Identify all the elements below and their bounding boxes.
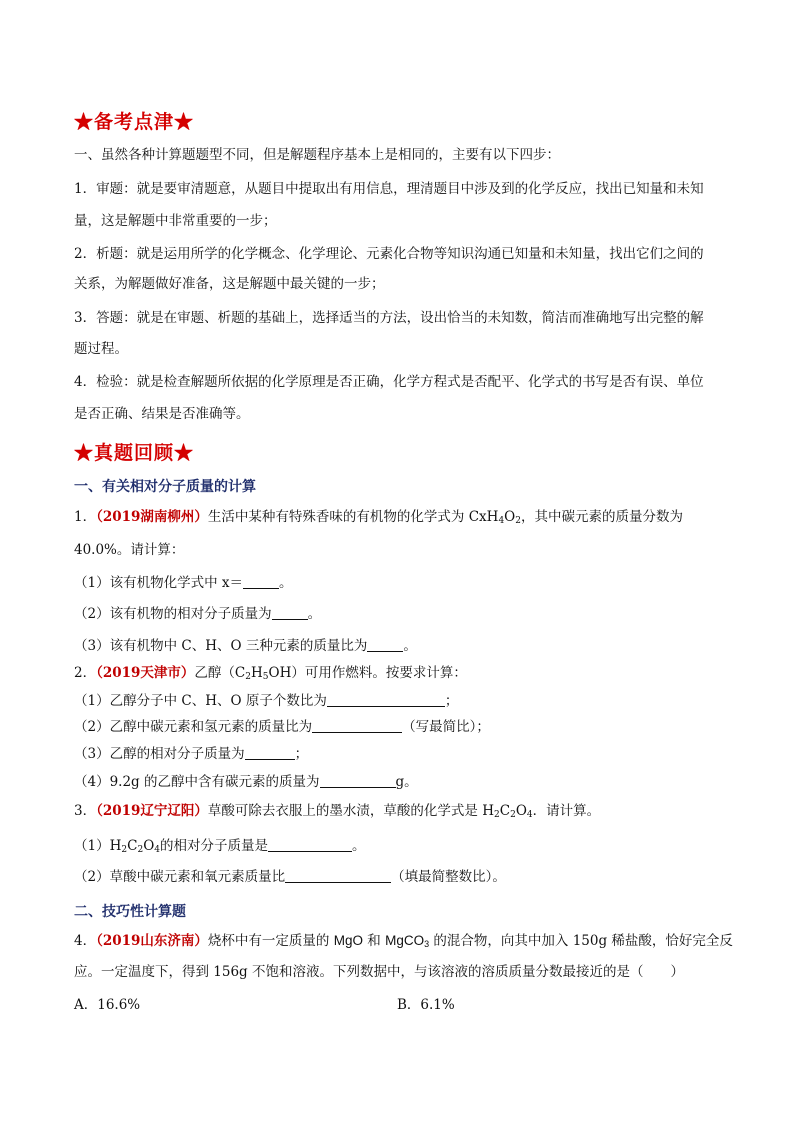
question-4-stem-line2: 应。一定温度下，得到 156g 不饱和溶液。下列数据中，与该溶液的溶质质量分数最接近的是（ ） — [74, 964, 684, 980]
question-1-stem: 1．（2019湖南柳州）生活中某种有特殊香味的有机物的化学式为 $CxH_4O_2$，其中碳元素的质量分数为 — [74, 509, 683, 526]
step-3-line2: 题过程。 — [74, 341, 128, 357]
question-source: （2019山东济南） — [96, 933, 208, 949]
answer-blank[interactable] — [245, 745, 295, 760]
step-4-line1: 4．检验：就是检查解题所依据的化学原理是否正确，化学方程式是否配平、化学式的书写是否有误、单位 — [74, 374, 704, 390]
step-4-line2: 是否正确、结果是否准确等。 — [74, 406, 250, 422]
question-number: 1． — [74, 509, 97, 525]
question-1-stem-line2: 40.0%。请计算： — [74, 542, 185, 558]
question-2-part-3: （3）乙醇的相对分子质量为 ； — [74, 746, 309, 762]
subsection-title-molecular-mass: 一、有关相对分子质量的计算 — [74, 479, 256, 495]
section-title-past-exams: ★真题回顾★ — [74, 442, 195, 464]
step-2-line2: 关系，为解题做好准备，这是解题中最关键的一步； — [74, 276, 385, 292]
option-b[interactable]: B．6.1% — [397, 997, 455, 1013]
step-2-line1: 2．析题：就是运用所学的化学概念、化学理论、元素化合物等知识沟通已知量和未知量，找出它们之间的 — [74, 246, 704, 262]
question-number: 4． — [74, 933, 97, 949]
answer-blank[interactable] — [320, 773, 396, 788]
question-source: （2019天津市） — [96, 665, 195, 681]
question-source: （2019辽宁辽阳） — [96, 803, 208, 819]
question-3-stem: 3．（2019辽宁辽阳）草酸可除去衣服上的墨水渍，草酸的化学式是 $H_2C_2O_4$．请计算。 — [74, 803, 601, 820]
answer-blank[interactable] — [285, 868, 391, 883]
question-4-stem: 4．（2019山东济南）烧杯中有一定质量的 MgO 和 MgCO$_3$ 的混合物，向其中加入 150g 稀盐酸，恰好完全反 — [74, 933, 733, 949]
option-a[interactable]: A．16.6% — [74, 997, 141, 1013]
question-2-part-1: （1）乙醇分子中 C、H、O 原子个数比为 ； — [74, 693, 459, 709]
question-number: 3． — [74, 803, 97, 819]
answer-blank[interactable] — [312, 718, 402, 733]
question-2-part-2: （2）乙醇中碳元素和氢元素的质量比为 （写最简比）； — [74, 719, 490, 735]
answer-blank[interactable] — [268, 837, 352, 852]
section-title-preparation: ★备考点津★ — [74, 111, 195, 133]
question-1-part-1: （1）该有机物化学式中 x＝ 。 — [74, 575, 293, 591]
subsection-title-skill-calculation: 二、技巧性计算题 — [74, 904, 186, 920]
question-1-part-3: （3）该有机物中 C、H、O 三种元素的质量比为 。 — [74, 638, 417, 654]
question-2-stem: 2．（2019天津市）乙醇$(C_2H_5OH)$可用作燃料。按要求计算： — [74, 665, 467, 682]
answer-blank[interactable] — [272, 605, 308, 620]
step-3-line1: 3．答题：就是在审题、析题的基础上，选择适当的方法，设出恰当的未知数，简洁而准确地写出完整的解 — [74, 310, 704, 326]
question-1-part-2: （2）该有机物的相对分子质量为 。 — [74, 606, 322, 622]
step-1-line1: 1．审题：就是要审清题意，从题目中提取出有用信息，理清题目中涉及到的化学反应，找出已知量和未知 — [74, 181, 704, 197]
question-source: （2019湖南柳州） — [96, 509, 208, 525]
intro-paragraph: 一、虽然各种计算题题型不同，但是解题程序基本上是相同的，主要有以下四步： — [74, 147, 560, 163]
question-3-part-1: $(1)H_2C_2O_4$的相对分子质量是 。 — [74, 838, 366, 855]
step-1-line2: 量，这是解题中非常重要的一步； — [74, 213, 277, 229]
question-2-part-4: （4）9.2g 的乙醇中含有碳元素的质量为 g。 — [74, 774, 418, 790]
answer-blank[interactable] — [327, 692, 445, 707]
answer-blank[interactable] — [243, 574, 279, 589]
question-3-part-2: （2）草酸中碳元素和氧元素质量比 （填最简整数比）。 — [74, 869, 506, 885]
answer-blank[interactable] — [367, 637, 403, 652]
question-number: 2． — [74, 665, 97, 681]
